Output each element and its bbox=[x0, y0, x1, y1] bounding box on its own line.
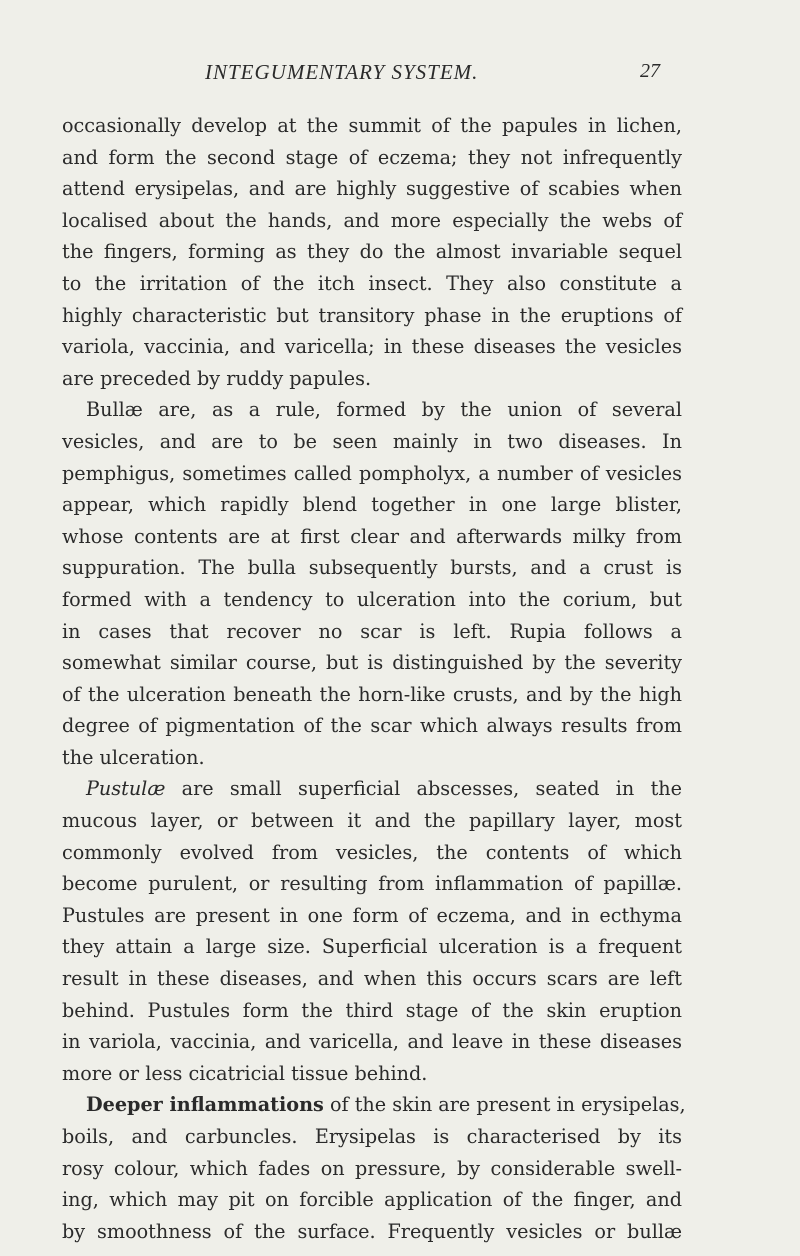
text-line: Pustules are present in one form of eczema, and in ecthyma bbox=[62, 903, 682, 927]
text-line: Pustulæ are small superficial abscesses, seated in the bbox=[86, 777, 682, 801]
text-line: in variola, vaccinia, and varicella, and leave in these diseases bbox=[62, 1030, 682, 1054]
text-line: commonly evolved from vesicles, the contents of which bbox=[62, 840, 682, 864]
text-line: whose contents are at first clear and afterwards milky from bbox=[62, 524, 682, 548]
text-line: degree of pigmentation of the scar which always results from bbox=[62, 714, 682, 738]
text-line: Bullæ are, as a rule, formed by the union of several bbox=[86, 398, 682, 422]
running-head: INTEGUMENTARY SYSTEM. bbox=[205, 60, 479, 84]
page-header bbox=[0, 60, 800, 90]
term-pustulae: Pustulæ bbox=[86, 777, 166, 801]
text-line: attend erysipelas, and are highly suggestive of scabies when bbox=[62, 177, 682, 201]
text-line: vesicles, and are to be seen mainly in two diseases. In bbox=[62, 429, 682, 453]
text-line: ing, which may pit on forcible application of the finger, and bbox=[62, 1188, 682, 1212]
text-line: they attain a large size. Superficial ulceration is a frequent bbox=[62, 935, 682, 959]
text-line: Deeper inflammations of the skin are present in erysipelas, bbox=[86, 1093, 686, 1117]
text-line: rosy colour, which fades on pressure, by considerable swell- bbox=[62, 1156, 682, 1180]
text-line: highly characteristic but transitory phase in the eruptions of bbox=[62, 303, 682, 327]
text-line: suppuration. The bulla subsequently bursts, and a crust is bbox=[62, 556, 682, 580]
page-number: 27 bbox=[640, 60, 660, 82]
term-deeper-inflammations: Deeper inflammations bbox=[86, 1093, 324, 1117]
text-line: to the irritation of the itch insect. They also constitute a bbox=[62, 271, 682, 295]
text-line: result in these diseases, and when this occurs scars are left bbox=[62, 967, 682, 991]
text-line: in cases that recover no scar is left. Rupia follows a bbox=[62, 619, 682, 643]
text-line: the fingers, forming as they do the almost invariable sequel bbox=[62, 240, 682, 264]
text-line: mucous layer, or between it and the papillary layer, most bbox=[62, 809, 682, 833]
body-text bbox=[62, 110, 686, 1247]
text-line: formed with a tendency to ulceration into the corium, but bbox=[62, 587, 682, 611]
text-line: are preceded by ruddy papules. bbox=[62, 366, 372, 390]
text-line: appear, which rapidly blend together in one large blister, bbox=[62, 493, 682, 517]
text-line: more or less cicatricial tissue behind. bbox=[62, 1061, 428, 1085]
text-line: of the ulceration beneath the horn-like crusts, and by the high bbox=[62, 682, 682, 706]
text-line: behind. Pustules form the third stage of the skin eruption bbox=[62, 998, 682, 1022]
text-line: the ulceration. bbox=[62, 745, 205, 769]
text-line: variola, vaccinia, and varicella; in these diseases the vesicles bbox=[62, 335, 682, 359]
text-line: and form the second stage of eczema; they not infrequently bbox=[62, 145, 682, 169]
text-line: become purulent, or resulting from inflammation of papillæ. bbox=[62, 872, 682, 896]
text-line: by smoothness of the surface. Frequently vesicles or bullæ bbox=[62, 1219, 682, 1243]
text-line: pemphigus, sometimes called pompholyx, a number of vesicles bbox=[62, 461, 682, 485]
text-line: occasionally develop at the summit of the papules in lichen, bbox=[62, 114, 682, 137]
text-line: somewhat similar course, but is distinguished by the severity bbox=[62, 651, 682, 675]
text-line: localised about the hands, and more especially the webs of bbox=[62, 208, 682, 232]
text-line: boils, and carbuncles. Erysipelas is characterised by its bbox=[62, 1125, 682, 1148]
